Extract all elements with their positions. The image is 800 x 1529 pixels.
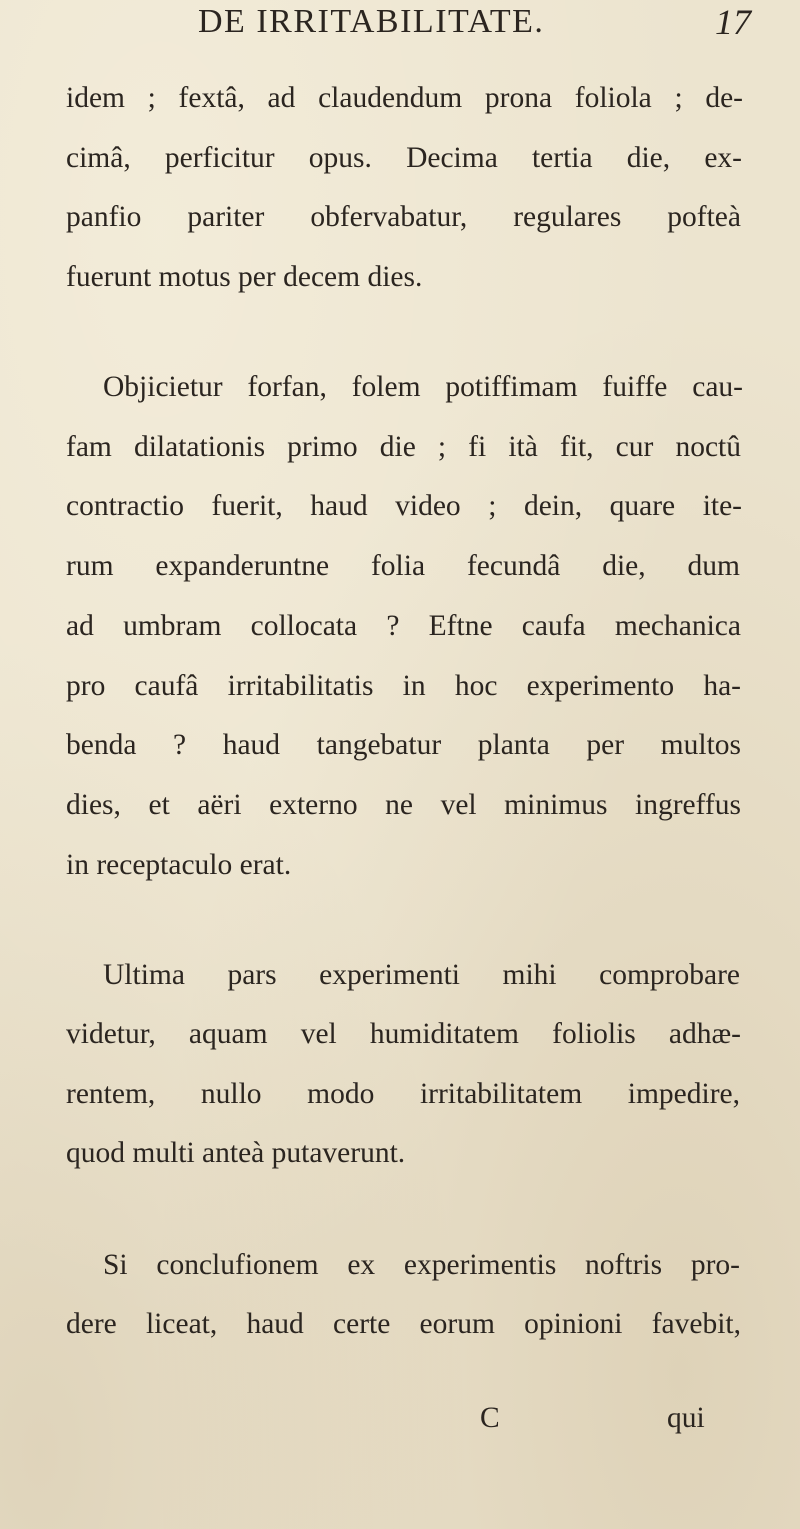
text-line: rum expanderuntne folia fecundâ die, dum xyxy=(66,550,740,582)
text-line: contractio fuerit, haud video ; dein, quare ite- xyxy=(66,490,742,522)
text-line: fuerunt motus per decem dies. xyxy=(66,261,423,293)
running-head: DE IRRITABILITATE. xyxy=(198,3,545,40)
signature-mark: C xyxy=(480,1402,500,1434)
text-line: benda ? haud tangebatur planta per multos xyxy=(66,729,741,761)
text-line: videtur, aquam vel humiditatem foliolis adhæ- xyxy=(66,1018,741,1050)
text-line: dere liceat, haud certe eorum opinioni favebit, xyxy=(66,1308,741,1340)
text-line: panfio pariter obfervabatur, regulares pofteà xyxy=(66,201,741,233)
catchword: qui xyxy=(667,1402,705,1434)
text-line: ad umbram collocata ? Eftne caufa mechanica xyxy=(66,610,741,642)
text-line: quod multi anteà putaverunt. xyxy=(66,1137,406,1169)
page-footer xyxy=(0,1398,800,1438)
text-line: Ultima pars experimenti mihi comprobare xyxy=(103,959,740,991)
text-line: in receptaculo erat. xyxy=(66,849,292,881)
text-line: Si conclufionem ex experimentis noftris pro- xyxy=(103,1249,740,1281)
text-line: dies, et aëri externo ne vel minimus ingreffus xyxy=(66,789,741,821)
text-line: idem ; fextâ, ad claudendum prona foliola ; de- xyxy=(66,82,743,114)
text-line: fam dilatationis primo die ; fi ità fit, cur noctû xyxy=(66,431,741,463)
text-line: rentem, nullo modo irritabilitatem impedire, xyxy=(66,1078,740,1110)
text-line: pro caufâ irritabilitatis in hoc experimento ha- xyxy=(66,670,741,702)
text-line: Objicietur forfan, folem potiffimam fuiffe cau- xyxy=(103,371,743,403)
text-line: cimâ, perficitur opus. Decima tertia die, ex- xyxy=(66,142,742,174)
page-number: 17 xyxy=(715,2,751,42)
